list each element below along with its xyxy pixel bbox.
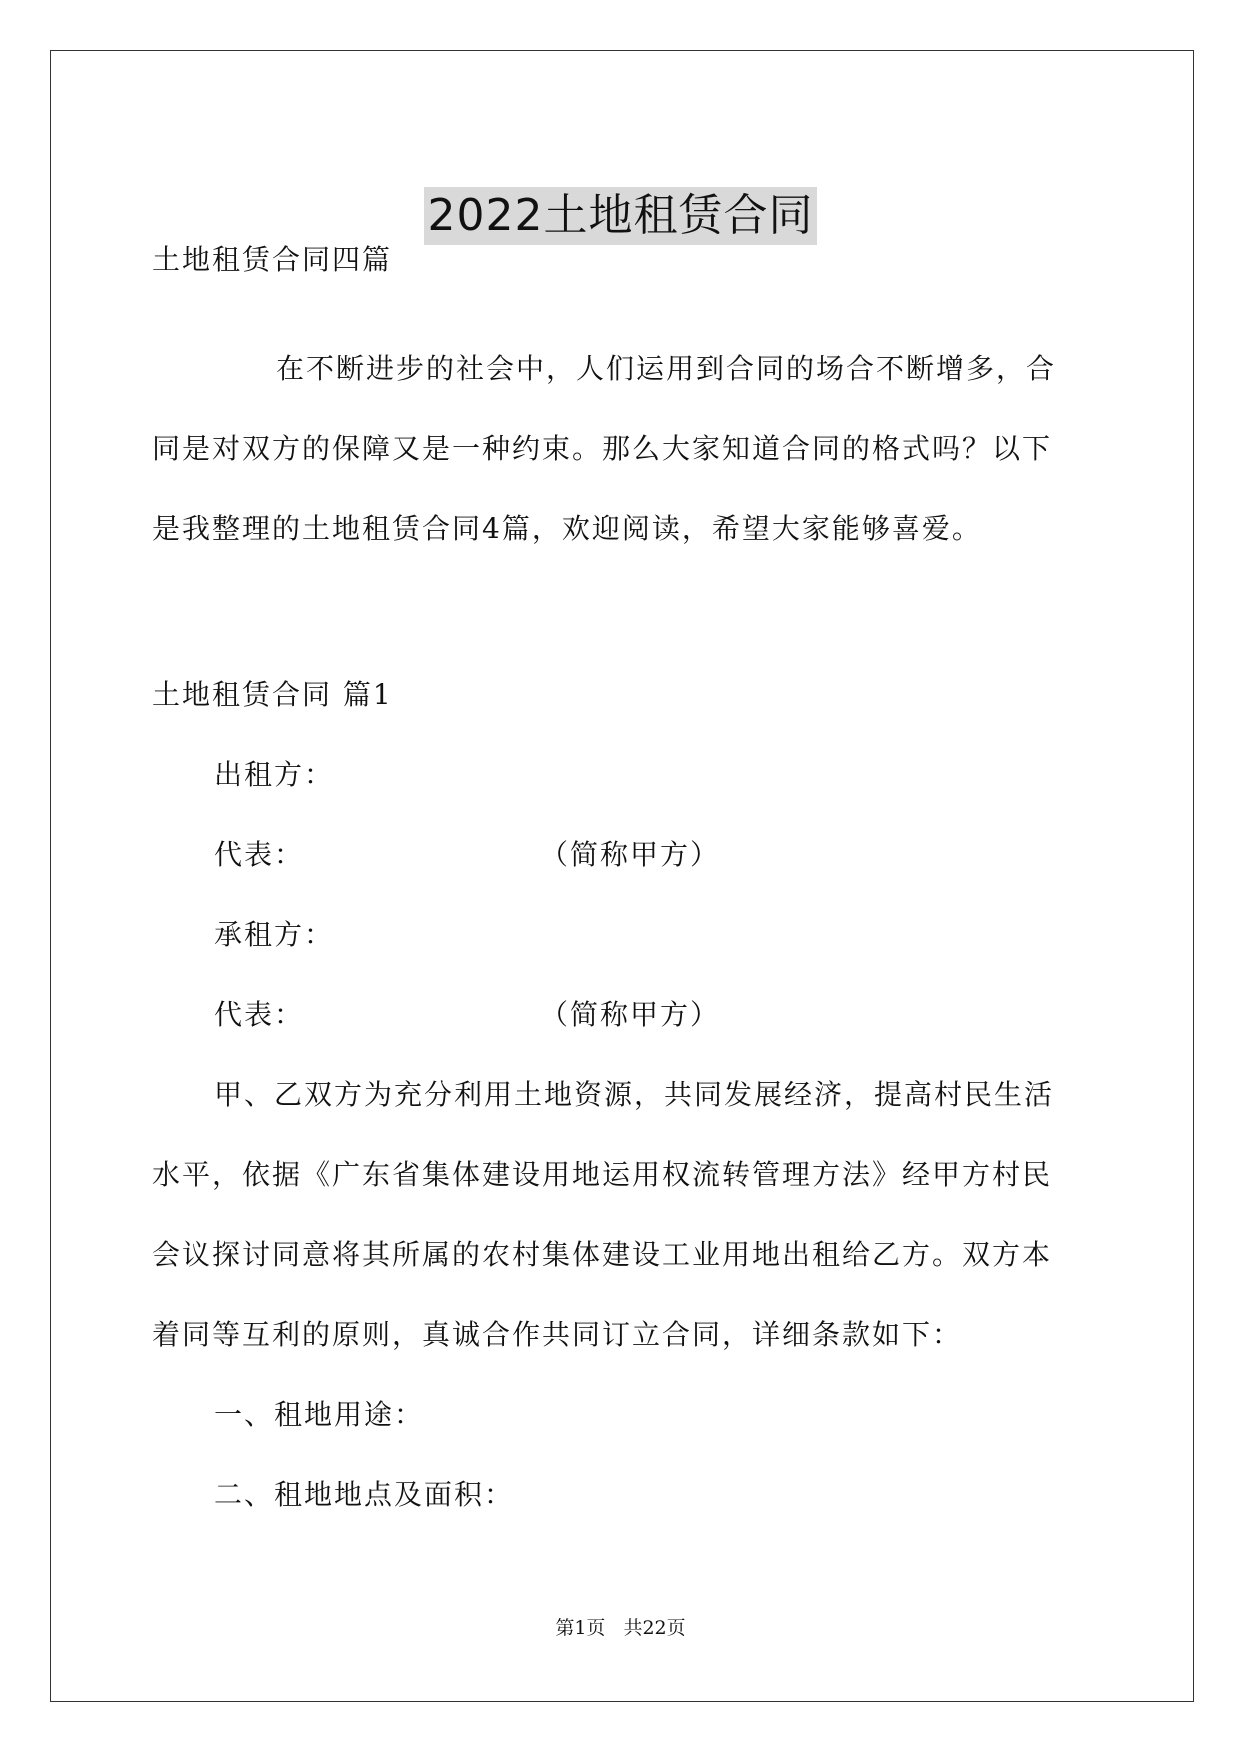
body-line-2: 水平，依据《广东省集体建设用地运用权流转管理方法》经甲方村民 — [152, 1158, 1053, 1191]
document-title: 2022土地租赁合同 — [424, 187, 818, 245]
lessee-label: 承租方： — [214, 918, 335, 951]
lessee-rep-note: （简称甲方） — [540, 998, 721, 1031]
page-total: 共22页 — [623, 1617, 686, 1639]
lessor-rep-label: 代表： — [214, 838, 305, 871]
lessor-label: 出租方： — [214, 758, 335, 791]
intro-line-3: 是我整理的土地租赁合同4篇，欢迎阅读，希望大家能够喜爱。 — [152, 512, 982, 545]
body-line-4: 着同等互利的原则，真诚合作共同订立合同，详细条款如下： — [152, 1318, 963, 1351]
clause-2: 二、租地地点及面积： — [214, 1478, 515, 1511]
body-line-3: 会议探讨同意将其所属的农村集体建设工业用地出租给乙方。双方本 — [152, 1238, 1053, 1271]
document-subtitle: 土地租赁合同四篇 — [152, 243, 393, 276]
section-heading: 土地租赁合同 篇1 — [152, 678, 393, 711]
page-border — [50, 50, 1194, 1702]
intro-line-2: 同是对双方的保障又是一种约束。那么大家知道合同的格式吗？以下 — [152, 432, 1053, 465]
lessor-rep-note: （简称甲方） — [540, 838, 721, 871]
lessee-rep-label: 代表： — [214, 998, 305, 1031]
page-current: 第1页 — [555, 1617, 606, 1639]
intro-line-1: 在不断进步的社会中，人们运用到合同的场合不断增多，合 — [276, 352, 1057, 385]
clause-1: 一、租地用途： — [214, 1398, 425, 1431]
page-footer — [0, 1616, 1241, 1640]
body-line-1: 甲、乙双方为充分利用土地资源，共同发展经济，提高村民生活 — [214, 1078, 1055, 1111]
